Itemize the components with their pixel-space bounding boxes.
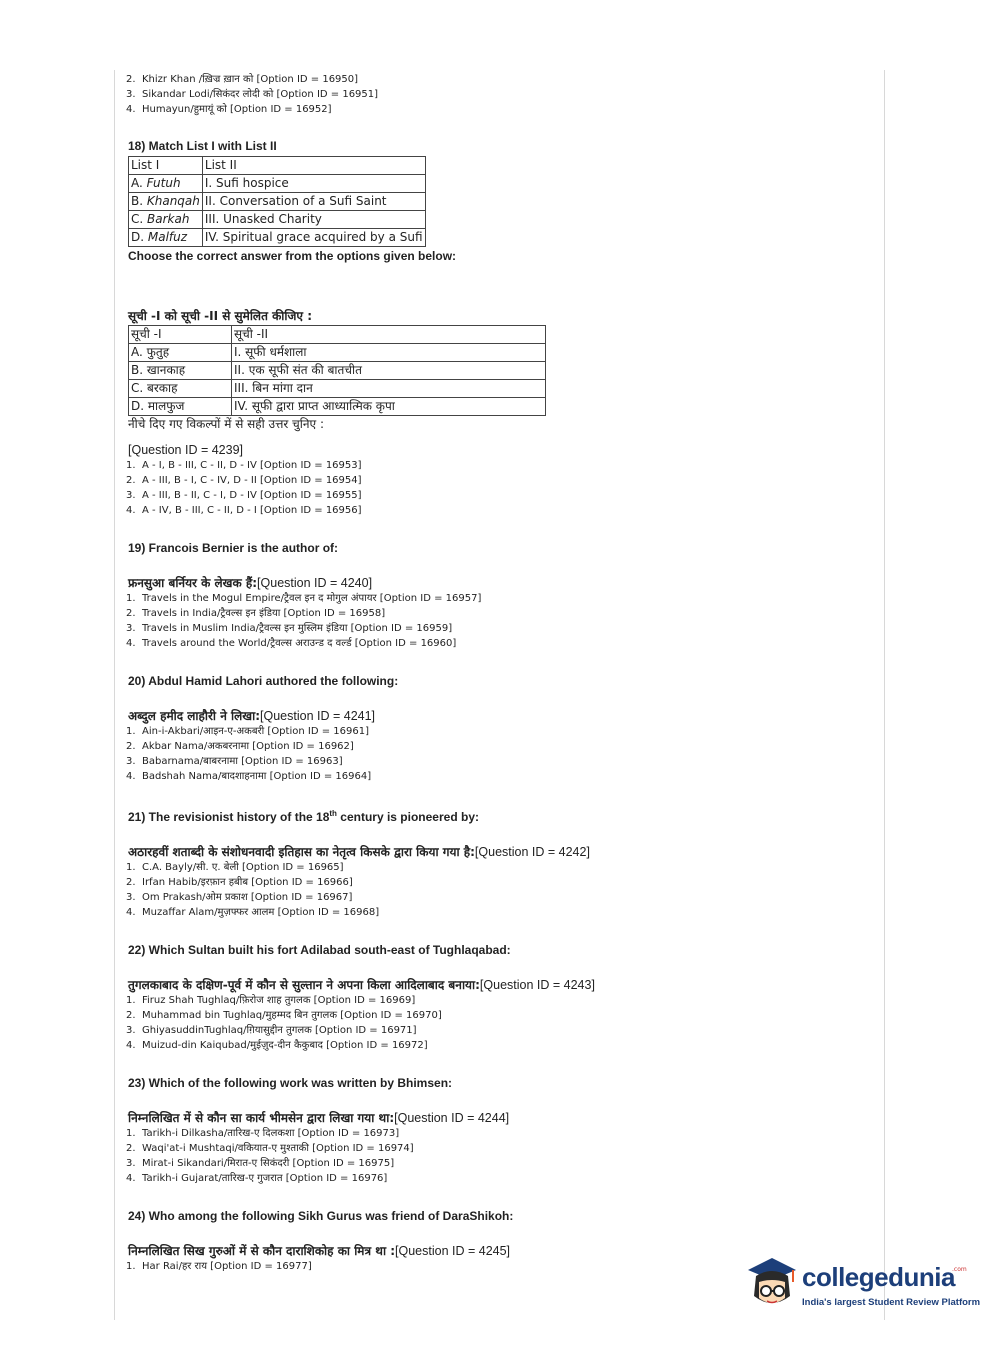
option: 2. Khizr Khan /ख़िज्र ख़ान को [Option ID = 16950] — [126, 74, 359, 85]
option: 3. Travels in Muslim India/ट्रैवल्स इन मुस्लिम इंडिया [Option ID = 16959] — [126, 623, 453, 634]
option: 2. Waqi'at-i Mushtaqi/वकियात-ए मुश्ताकी [Option ID = 16974] — [126, 1143, 414, 1154]
brand-name: collegedunia — [802, 1262, 955, 1292]
option: 1. C.A. Bayly/सी. ए. बेली [Option ID = 16965] — [126, 862, 344, 873]
match-table-english: List I List II A. Futuh I. Sufi hospice B. Khanqah II. Conversation of a Sufi Saint C. Barkah III. Unasked Charity D. Malfuz IV. Spiritual grace acquired by a Sufi — [128, 156, 426, 247]
question-21-hindi: अठारहवीं शताब्दी के संशोधनवादी इतिहास का नेतृत्व किसके द्वारा किया गया है:[Question ID = 4242] — [128, 845, 590, 859]
option: 1. Ain-i-Akbari/आइन-ए-अकबरी [Option ID = 16961] — [126, 726, 369, 737]
question-paper-page — [118, 70, 878, 1274]
prev-question-options — [118, 72, 878, 117]
left-margin-line — [114, 70, 115, 1320]
question-18-id: [Question ID = 4239] — [128, 443, 244, 457]
question-22-title: 22) Which Sultan built his fort Adilabad south-east of Tughlaqabad: — [128, 943, 511, 957]
match-table-hindi: सूची -I सूची -II A. फुतुह I. सूफी धर्मशाला B. खानकाह II. एक सूफी संत की बातचीत C. बरकाह III. बिन मांगा दान D. मालफुज IV. सूफी द्वारा प्राप्त आध्यात्मिक कृपा — [128, 325, 546, 416]
question-20-title: 20) Abdul Hamid Lahori authored the following: — [128, 674, 399, 688]
question-19-title: 19) Francois Bernier is the author of: — [128, 541, 339, 555]
option: 4. Tarikh-i Gujarat/तारिख-ए गुजरात [Option ID = 16976] — [126, 1173, 388, 1184]
question-21-options — [118, 860, 878, 920]
option: 1. Tarikh-i Dilkasha/तारिख-ए दिलकशा [Option ID = 16973] — [126, 1128, 400, 1139]
option: 3. GhiyasuddinTughlaq/ग़ियासुद्दीन तुगलक [Option ID = 16971] — [126, 1025, 417, 1036]
question-23-options — [118, 1126, 878, 1186]
question-20-hindi: अब्दुल हमीद लाहौरी ने लिखा:[Question ID = 4241] — [128, 709, 376, 723]
option: 2. Travels in India/ट्रैवल्स इन इंडिया [Option ID = 16958] — [126, 608, 386, 619]
option: 4. Muizud-din Kaiqubad/मुईज़ुद-दीन कैकुबाद [Option ID = 16972] — [126, 1040, 428, 1051]
option: 4. Travels around the World/ट्रैवल्स अराउन्ड द वर्ल्ड [Option ID = 16960] — [126, 638, 457, 649]
brand-tagline: India's largest Student Review Platform — [802, 1297, 981, 1308]
option: 2. Akbar Nama/अकबरनामा [Option ID = 16962] — [126, 741, 354, 752]
brand-domain: .com — [952, 1266, 967, 1273]
question-20-options — [118, 724, 878, 784]
choose-instruction-hi: नीचे दिए गए विकल्पों में से सही उत्तर चुनिए : — [128, 417, 325, 431]
question-24-hindi: निम्नलिखित सिख गुरुओं में से कौन दाराशिकोह का मित्र था :[Question ID = 4245] — [128, 1244, 511, 1258]
question-19-hindi: फ्रनसुआ बर्नियर के लेखक हैं:[Question ID = 4240] — [128, 576, 373, 590]
option: 2. Muhammad bin Tughlaq/मुहम्मद बिन तुगलक [Option ID = 16970] — [126, 1010, 442, 1021]
option: 1. Firuz Shah Tughlaq/फ़िरोज शाह तुगलक [Option ID = 16969] — [126, 995, 416, 1006]
question-22-hindi: तुगलकाबाद के दक्षिण-पूर्व में कौन से सुल्तान ने अपना किला आदिलाबाद बनाया:[Question ID = 4243] — [128, 978, 595, 992]
option: 3. A - III, B - II, C - I, D - IV [Option ID = 16955] — [126, 490, 362, 501]
question-22-options — [118, 993, 878, 1053]
option: 1. Travels in the Mogul Empire/ट्रैवल इन द मोगुल अंपायर [Option ID = 16957] — [126, 593, 482, 604]
right-margin-line — [884, 70, 885, 1320]
option: 4. Humayun/हुमायूं को [Option ID = 16952] — [126, 104, 332, 115]
option: 3. Sikandar Lodi/सिकंदर लोदी को [Option ID = 16951] — [126, 89, 379, 100]
option: 4. Muzaffar Alam/मुज़फ्फर आलम [Option ID = 16968] — [126, 907, 380, 918]
option: 1. Har Rai/हर राय [Option ID = 16977] — [126, 1261, 312, 1272]
question-19-options — [118, 591, 878, 651]
option: 3. Mirat-i Sikandari/मिरात-ए सिकंदरी [Option ID = 16975] — [126, 1158, 395, 1169]
option: 4. Badshah Nama/बादशाहनामा [Option ID = 16964] — [126, 771, 372, 782]
option: 3. Babarnama/बाबरनामा [Option ID = 16963] — [126, 756, 343, 767]
collegedunia-logo[interactable] — [742, 1252, 982, 1320]
question-23-title: 23) Which of the following work was written by Bhimsen: — [128, 1076, 453, 1090]
student-mascot-icon — [742, 1252, 802, 1314]
question-23-hindi: निम्नलिखित में से कौन सा कार्य भीमसेन द्वारा लिखा गया था:[Question ID = 4244] — [128, 1111, 510, 1125]
question-18-title: 18) Match List I with List II — [128, 139, 277, 153]
option: 2. Irfan Habib/इरफ़ान हबीब [Option ID = 16966] — [126, 877, 353, 888]
question-21-title: 21) The revisionist history of the 18th century is pioneered by: — [128, 809, 479, 824]
option: 1. A - I, B - III, C - II, D - IV [Option ID = 16953] — [126, 460, 362, 471]
question-18-hindi-title: सूची -I को सूची -II से सुमेलित कीजिए : — [128, 309, 313, 323]
question-18-options — [118, 458, 878, 518]
option: 4. A - IV, B - III, C - II, D - I [Option ID = 16956] — [126, 505, 362, 516]
question-24-title: 24) Who among the following Sikh Gurus was friend of DaraShikoh: — [128, 1209, 514, 1223]
option: 2. A - III, B - I, C - IV, D - II [Option ID = 16954] — [126, 475, 362, 486]
choose-instruction-en: Choose the correct answer from the options given below: — [128, 249, 457, 263]
option: 3. Om Prakash/ओम प्रकाश [Option ID = 16967] — [126, 892, 353, 903]
